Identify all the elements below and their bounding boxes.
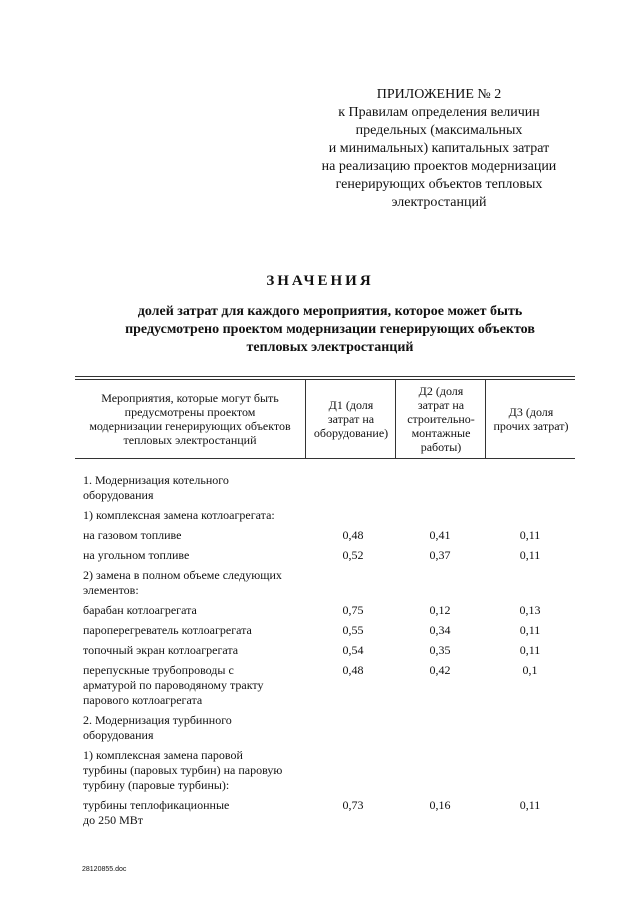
- subtitle-line: долей затрат для каждого мероприятия, которое может быть: [137, 304, 523, 319]
- header-line: предусмотрены проектом: [124, 405, 256, 419]
- header-activity: [75, 380, 305, 458]
- table-row: [75, 548, 575, 563]
- table-row: [75, 798, 575, 828]
- header-line: монтажные: [411, 426, 471, 440]
- activity-cell: [75, 713, 305, 743]
- document-title: ЗНАЧЕНИЯ: [266, 273, 374, 289]
- d3-value: 0,13: [519, 603, 541, 617]
- activity-line: топочный экран котлоагрегата: [83, 643, 239, 657]
- activity-cell: [75, 528, 305, 543]
- table-body: [75, 459, 575, 828]
- header-line: тепловых электростанций: [123, 433, 257, 447]
- appendix-line: к Правилам определения величин: [338, 105, 540, 120]
- activity-cell: [75, 748, 305, 793]
- appendix-line: и минимальных) капитальных затрат: [328, 141, 550, 156]
- activity-line: оборудования: [83, 488, 154, 502]
- d3-value: 0,11: [519, 643, 541, 657]
- values-table: [75, 376, 575, 833]
- table-row: [75, 568, 575, 598]
- d2-value: 0,42: [429, 663, 451, 677]
- d2-value: 0,12: [429, 603, 451, 617]
- activity-line: барабан котлоагрегата: [83, 603, 197, 617]
- activity-line: парового котлоагрегата: [83, 693, 203, 707]
- header-line: Д3 (доля: [508, 405, 554, 419]
- d1-value: 0,55: [342, 623, 364, 637]
- activity-cell: [75, 603, 305, 618]
- subtitle-line: предусмотрено проектом модернизации генерирующих объектов: [125, 322, 535, 337]
- appendix-heading: [300, 86, 578, 212]
- activity-line: турбины (паровых турбин) на паровую: [83, 763, 283, 777]
- activity-line: 1. Модернизация котельного: [83, 473, 229, 487]
- d3-value: 0,11: [519, 528, 541, 542]
- subtitle-line: тепловых электростанций: [246, 340, 414, 355]
- d2-value: 0,35: [429, 643, 451, 657]
- d2-value: 0,16: [429, 798, 451, 812]
- table-row: [75, 663, 575, 708]
- table-row: [75, 473, 575, 503]
- header-d3: [485, 380, 576, 458]
- header-line: Д1 (доля: [328, 398, 374, 412]
- activity-line: 2. Модернизация турбинного: [83, 713, 232, 727]
- table-row: [75, 748, 575, 793]
- activity-cell: [75, 798, 305, 828]
- d1-value: 0,48: [342, 663, 364, 677]
- activity-line: 2) замена в полном объеме следующих: [83, 568, 282, 582]
- activity-line: оборудования: [83, 728, 154, 742]
- table-row: [75, 508, 575, 523]
- activity-cell: [75, 568, 305, 598]
- d2-value: 0,34: [429, 623, 451, 637]
- activity-line: 1) комплексная замена котлоагрегата:: [83, 508, 275, 522]
- document-subtitle: [60, 303, 600, 357]
- activity-cell: [75, 508, 305, 523]
- header-d2: [395, 380, 486, 458]
- d2-value: 0,37: [429, 548, 451, 562]
- table-row: [75, 603, 575, 618]
- activity-cell: [75, 663, 305, 708]
- activity-line: перепускные трубопроводы с: [83, 663, 234, 677]
- header-line: работы): [420, 440, 462, 454]
- header-line: прочих затрат): [493, 419, 569, 433]
- table-row: [75, 713, 575, 743]
- d2-value: 0,41: [429, 528, 451, 542]
- activity-line: элементов:: [83, 583, 139, 597]
- table-row: [75, 623, 575, 638]
- activity-line: пароперегреватель котлоагрегата: [83, 623, 252, 637]
- activity-line: на газовом топливе: [83, 528, 182, 542]
- d3-value: 0,11: [519, 798, 541, 812]
- header-d1: [305, 380, 396, 458]
- d1-value: 0,75: [342, 603, 364, 617]
- table-header: [75, 380, 575, 458]
- table-row: [75, 528, 575, 543]
- appendix-line: генерирующих объектов тепловых: [335, 177, 543, 192]
- header-line: затрат на: [417, 398, 465, 412]
- activity-line: арматурой по пароводяному тракту: [83, 678, 264, 692]
- activity-cell: [75, 643, 305, 658]
- header-line: затрат на: [327, 412, 375, 426]
- header-line: строительно-: [407, 412, 475, 426]
- activity-line: до 250 МВт: [83, 813, 144, 827]
- appendix-line: на реализацию проектов модернизации: [321, 159, 557, 174]
- activity-line: турбины теплофикационные: [83, 798, 230, 812]
- activity-cell: [75, 623, 305, 638]
- appendix-line: предельных (максимальных: [355, 123, 523, 138]
- table-row: [75, 643, 575, 658]
- activity-cell: [75, 548, 305, 563]
- header-line: Мероприятия, которые могут быть: [101, 391, 279, 405]
- d3-value: 0,11: [519, 623, 541, 637]
- d1-value: 0,52: [342, 548, 364, 562]
- d3-value: 0,11: [519, 548, 541, 562]
- d1-value: 0,48: [342, 528, 364, 542]
- activity-line: 1) комплексная замена паровой: [83, 748, 243, 762]
- header-line: модернизации генерирующих объектов: [89, 419, 291, 433]
- header-line: оборудование): [313, 426, 389, 440]
- activity-cell: [75, 473, 305, 503]
- appendix-line: ПРИЛОЖЕНИЕ № 2: [376, 87, 502, 102]
- activity-line: на угольном топливе: [83, 548, 190, 562]
- d1-value: 0,73: [342, 798, 364, 812]
- appendix-line: электростанций: [391, 195, 487, 210]
- activity-line: турбину (паровые турбины):: [83, 778, 230, 792]
- file-name: 28120855.doc: [82, 866, 127, 873]
- d1-value: 0,54: [342, 643, 364, 657]
- header-line: Д2 (доля: [418, 384, 464, 398]
- d3-value: 0,1: [522, 663, 538, 677]
